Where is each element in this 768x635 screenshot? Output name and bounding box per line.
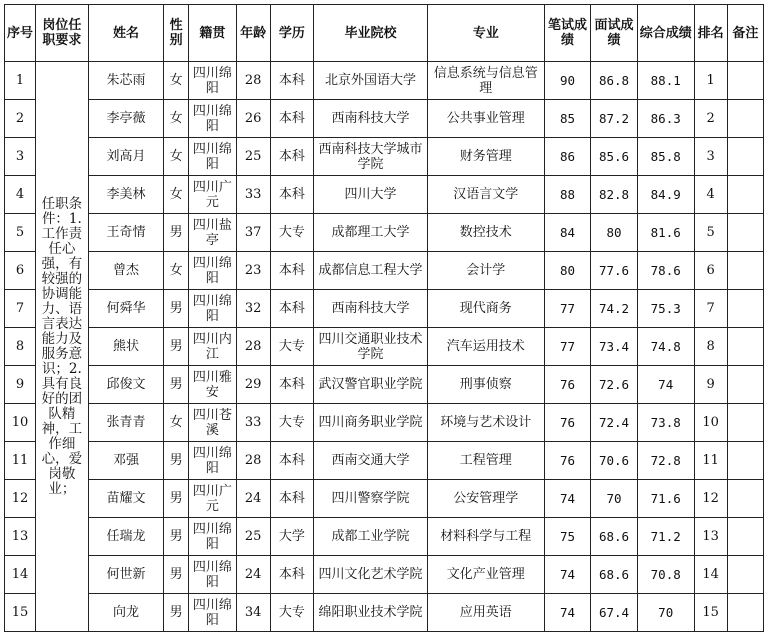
header-major: 专业 [427,5,544,62]
cell-name: 邓强 [88,442,163,480]
cell-origin: 四川绵阳 [189,100,237,138]
cell-remark [727,442,763,480]
cell-name: 向龙 [88,594,163,632]
table-row [5,100,764,138]
cell-age: 24 [236,556,270,594]
cell-seq: 13 [5,518,36,556]
cell-name: 苗耀文 [88,480,163,518]
header-total: 综合成绩 [637,5,694,62]
cell-major: 应用英语 [427,594,544,632]
cell-name: 何舜华 [88,290,163,328]
cell-written: 77 [544,328,591,366]
header-origin: 籍贯 [189,5,237,62]
header-requirement: 岗位任职要求 [36,5,89,62]
cell-rank: 6 [694,252,727,290]
cell-written: 84 [544,214,591,252]
cell-school: 四川大学 [314,176,428,214]
cell-education: 本科 [270,176,313,214]
cell-gender: 男 [164,214,189,252]
cell-age: 37 [236,214,270,252]
cell-school: 四川商务职业学院 [314,404,428,442]
cell-education: 本科 [270,556,313,594]
cell-remark [727,290,763,328]
cell-name: 李亭薇 [88,100,163,138]
cell-gender: 女 [164,138,189,176]
cell-total: 75.3 [637,290,694,328]
cell-education: 本科 [270,480,313,518]
cell-major: 公安管理学 [427,480,544,518]
header-written: 笔试成绩 [544,5,591,62]
cell-name: 刘高月 [88,138,163,176]
cell-rank: 7 [694,290,727,328]
cell-written: 90 [544,62,591,100]
cell-age: 24 [236,480,270,518]
cell-major: 刑事侦察 [427,366,544,404]
cell-rank: 12 [694,480,727,518]
table-row [5,176,764,214]
cell-written: 76 [544,404,591,442]
cell-remark [727,518,763,556]
cell-origin: 四川广元 [189,176,237,214]
cell-total: 72.8 [637,442,694,480]
cell-seq: 5 [5,214,36,252]
cell-written: 80 [544,252,591,290]
cell-age: 25 [236,518,270,556]
cell-name: 邱俊文 [88,366,163,404]
cell-name: 李美林 [88,176,163,214]
cell-total: 73.8 [637,404,694,442]
cell-written: 76 [544,366,591,404]
cell-age: 33 [236,176,270,214]
cell-rank: 4 [694,176,727,214]
cell-remark [727,176,763,214]
score-table-container [4,4,764,632]
cell-name: 朱芯雨 [88,62,163,100]
cell-interview: 74.2 [591,290,638,328]
table-row [5,480,764,518]
cell-rank: 8 [694,328,727,366]
cell-name: 何世新 [88,556,163,594]
cell-seq: 3 [5,138,36,176]
cell-seq: 2 [5,100,36,138]
cell-written: 75 [544,518,591,556]
cell-interview: 73.4 [591,328,638,366]
cell-education: 大专 [270,404,313,442]
cell-interview: 86.8 [591,62,638,100]
cell-remark [727,214,763,252]
cell-age: 26 [236,100,270,138]
cell-school: 四川交通职业技术学院 [314,328,428,366]
cell-major: 财务管理 [427,138,544,176]
cell-major: 信息系统与信息管理 [427,62,544,100]
cell-interview: 70 [591,480,638,518]
cell-education: 本科 [270,366,313,404]
header-rank: 排名 [694,5,727,62]
cell-major: 公共事业管理 [427,100,544,138]
cell-interview: 72.6 [591,366,638,404]
table-row [5,518,764,556]
cell-total: 71.2 [637,518,694,556]
cell-interview: 80 [591,214,638,252]
cell-gender: 女 [164,100,189,138]
cell-rank: 13 [694,518,727,556]
cell-origin: 四川绵阳 [189,442,237,480]
header-gender: 性别 [164,5,189,62]
cell-rank: 11 [694,442,727,480]
cell-name: 王奇情 [88,214,163,252]
cell-age: 32 [236,290,270,328]
cell-total: 71.6 [637,480,694,518]
cell-major: 汽车运用技术 [427,328,544,366]
cell-school: 成都信息工程大学 [314,252,428,290]
table-row [5,214,764,252]
cell-interview: 70.6 [591,442,638,480]
cell-gender: 男 [164,290,189,328]
cell-seq: 6 [5,252,36,290]
cell-major: 现代商务 [427,290,544,328]
cell-seq: 8 [5,328,36,366]
cell-education: 本科 [270,62,313,100]
cell-remark [727,328,763,366]
table-row [5,442,764,480]
cell-remark [727,404,763,442]
cell-total: 86.3 [637,100,694,138]
cell-rank: 3 [694,138,727,176]
cell-name: 曾杰 [88,252,163,290]
table-row [5,290,764,328]
cell-age: 33 [236,404,270,442]
cell-total: 88.1 [637,62,694,100]
cell-seq: 11 [5,442,36,480]
cell-education: 大专 [270,214,313,252]
cell-age: 28 [236,62,270,100]
cell-remark [727,100,763,138]
cell-major: 汉语言文学 [427,176,544,214]
cell-education: 本科 [270,290,313,328]
cell-major: 文化产业管理 [427,556,544,594]
cell-education: 本科 [270,138,313,176]
cell-rank: 15 [694,594,727,632]
cell-remark [727,480,763,518]
cell-major: 会计学 [427,252,544,290]
cell-school: 绵阳职业技术学院 [314,594,428,632]
cell-gender: 女 [164,252,189,290]
cell-school: 西南交通大学 [314,442,428,480]
table-row [5,252,764,290]
cell-major: 环境与艺术设计 [427,404,544,442]
cell-name: 张青青 [88,404,163,442]
cell-gender: 男 [164,518,189,556]
cell-age: 23 [236,252,270,290]
cell-total: 84.9 [637,176,694,214]
cell-school: 北京外国语大学 [314,62,428,100]
cell-gender: 男 [164,594,189,632]
table-row [5,556,764,594]
cell-seq: 4 [5,176,36,214]
cell-origin: 四川绵阳 [189,138,237,176]
cell-gender: 女 [164,176,189,214]
cell-origin: 四川绵阳 [189,556,237,594]
header-name: 姓名 [88,5,163,62]
cell-rank: 10 [694,404,727,442]
cell-gender: 男 [164,442,189,480]
table-body [5,62,764,632]
cell-rank: 14 [694,556,727,594]
cell-school: 西南科技大学 [314,100,428,138]
cell-gender: 男 [164,480,189,518]
cell-total: 85.8 [637,138,694,176]
cell-total: 70.8 [637,556,694,594]
cell-gender: 女 [164,404,189,442]
cell-interview: 82.8 [591,176,638,214]
cell-total: 70 [637,594,694,632]
cell-school: 四川文化艺术学院 [314,556,428,594]
cell-seq: 7 [5,290,36,328]
cell-written: 74 [544,556,591,594]
header-school: 毕业院校 [314,5,428,62]
cell-origin: 四川雅安 [189,366,237,404]
cell-origin: 四川内江 [189,328,237,366]
cell-education: 大学 [270,518,313,556]
cell-origin: 四川绵阳 [189,62,237,100]
header-row [5,5,764,62]
cell-origin: 四川盐亭 [189,214,237,252]
cell-origin: 四川广元 [189,480,237,518]
cell-gender: 男 [164,366,189,404]
cell-seq: 9 [5,366,36,404]
table-row [5,138,764,176]
cell-rank: 5 [694,214,727,252]
cell-interview: 67.4 [591,594,638,632]
cell-age: 28 [236,328,270,366]
cell-written: 74 [544,480,591,518]
cell-origin: 四川绵阳 [189,252,237,290]
cell-name: 熊状 [88,328,163,366]
cell-remark [727,556,763,594]
cell-remark [727,138,763,176]
cell-school: 成都理工大学 [314,214,428,252]
cell-education: 本科 [270,442,313,480]
header-interview: 面试成绩 [591,5,638,62]
cell-rank: 9 [694,366,727,404]
cell-interview: 87.2 [591,100,638,138]
cell-rank: 2 [694,100,727,138]
cell-seq: 14 [5,556,36,594]
header-age: 年龄 [236,5,270,62]
cell-seq: 12 [5,480,36,518]
cell-age: 25 [236,138,270,176]
cell-education: 大专 [270,594,313,632]
cell-age: 29 [236,366,270,404]
cell-major: 数控技术 [427,214,544,252]
table-row [5,328,764,366]
table-row [5,404,764,442]
cell-school: 西南科技大学城市学院 [314,138,428,176]
header-seq: 序号 [5,5,36,62]
cell-seq: 1 [5,62,36,100]
cell-interview: 68.6 [591,556,638,594]
cell-total: 74 [637,366,694,404]
cell-seq: 15 [5,594,36,632]
cell-seq: 10 [5,404,36,442]
cell-interview: 85.6 [591,138,638,176]
cell-written: 77 [544,290,591,328]
score-table [4,4,764,632]
requirement-cell: 任职条件：1.工作责任心强，有较强的协调能力、语言表达能力及服务意识；2.具有良好的团队精神，工作细心，爱岗敬业； [36,62,89,632]
cell-name: 任瑞龙 [88,518,163,556]
cell-education: 大专 [270,328,313,366]
cell-school: 成都工业学院 [314,518,428,556]
header-remark: 备注 [727,5,763,62]
cell-origin: 四川绵阳 [189,290,237,328]
cell-interview: 77.6 [591,252,638,290]
cell-major: 材料科学与工程 [427,518,544,556]
cell-age: 28 [236,442,270,480]
cell-total: 81.6 [637,214,694,252]
cell-rank: 1 [694,62,727,100]
cell-school: 武汉警官职业学院 [314,366,428,404]
cell-remark [727,594,763,632]
cell-origin: 四川绵阳 [189,518,237,556]
table-row [5,62,764,100]
cell-origin: 四川绵阳 [189,594,237,632]
cell-written: 74 [544,594,591,632]
cell-interview: 72.4 [591,404,638,442]
table-row [5,366,764,404]
cell-gender: 男 [164,328,189,366]
cell-total: 78.6 [637,252,694,290]
cell-remark [727,366,763,404]
cell-total: 74.8 [637,328,694,366]
cell-written: 86 [544,138,591,176]
cell-written: 88 [544,176,591,214]
cell-school: 西南科技大学 [314,290,428,328]
cell-written: 85 [544,100,591,138]
cell-origin: 四川苍溪 [189,404,237,442]
cell-major: 工程管理 [427,442,544,480]
cell-education: 本科 [270,252,313,290]
header-education: 学历 [270,5,313,62]
cell-remark [727,252,763,290]
cell-school: 四川警察学院 [314,480,428,518]
cell-interview: 68.6 [591,518,638,556]
table-row [5,594,764,632]
cell-remark [727,62,763,100]
cell-gender: 女 [164,62,189,100]
cell-written: 76 [544,442,591,480]
cell-education: 本科 [270,100,313,138]
cell-age: 34 [236,594,270,632]
cell-gender: 男 [164,556,189,594]
